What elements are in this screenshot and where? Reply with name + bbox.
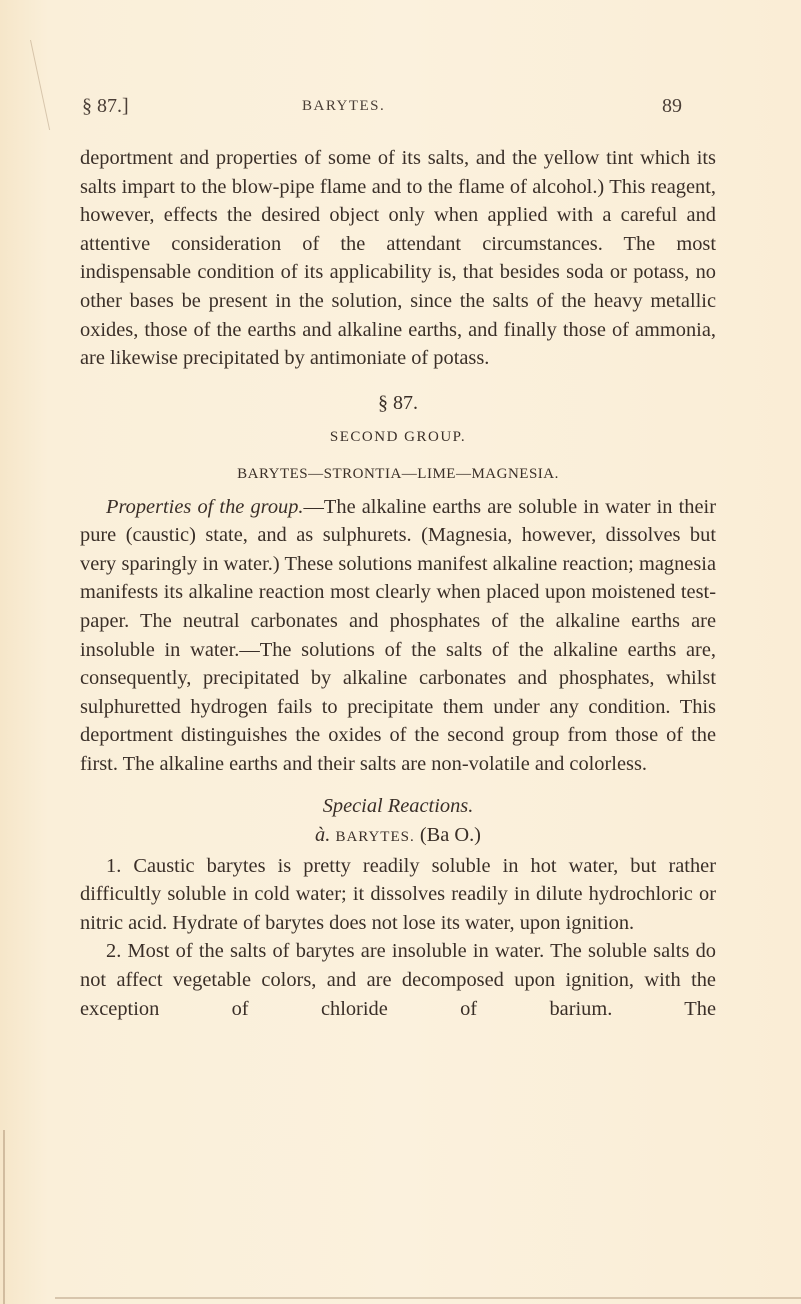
subheading-formula: (Ba O.)	[419, 824, 481, 847]
group-members: BARYTES—STRONTIA—LIME—MAGNESIA.	[237, 465, 559, 482]
page-crease	[0, 40, 50, 130]
properties-text: —The alkaline earths are soluble in water in their pure (caustic) state, and as sulphurets. (Magnesia, however, dissolves but very sparingly in water.) These solutions manifest alkaline reaction; magnesia manifests its alkaline reaction most clearly when placed upon moistened test-paper. The neutral carbonates and phosphates of the alkaline earths are insoluble in water.—The solutions of the salts of the alkaline earths are, consequently, precipitated by alkaline carbonates and phosphates, whilst sulphuretted hydrogen fails to precipitate them under any condition. This deportment distinguishes the oxides of the second group from those of the first. The alkaline earths and their salts are non-volatile and colorless.	[80, 495, 716, 775]
reaction-item-1: 1. Caustic barytes is pretty readily soluble in hot water, but rather difficultly soluble in cold water; it dissolves readily in dilute hydrochloric or nitric acid. Hydrate of barytes does not lose its water, upon ignition.	[80, 854, 716, 934]
group-title: SECOND GROUP.	[329, 429, 467, 446]
header-running-title: BARYTES.	[302, 98, 386, 114]
header-section-ref: § 87.]	[82, 95, 129, 117]
page-edge-left	[3, 1130, 5, 1304]
properties-paragraph	[80, 493, 716, 779]
properties-lead: Properties of the group.	[106, 495, 304, 518]
barytes-subheading	[80, 821, 716, 852]
special-reactions-heading: Special Reactions.	[322, 795, 474, 818]
body-text	[80, 144, 716, 1023]
subheading-letter: à.	[315, 824, 331, 847]
running-header	[82, 95, 682, 125]
section-number: § 87.	[378, 391, 418, 414]
subheading-name: BARYTES.	[335, 829, 415, 846]
reaction-item-2: 2. Most of the salts of barytes are insoluble in water. The soluble salts do not affect vegetable colors, and are decomposed upon ignition, with the exception of chloride of barium. The	[80, 940, 716, 1020]
page-edge-bottom	[55, 1297, 801, 1299]
page-number: 89	[662, 95, 682, 117]
continuation-paragraph: deportment and properties of some of its salts, and the yellow tint which its salts impart to the blow-pipe flame and to the flame of alcohol.) This reagent, however, effects the desired object only when applied with a careful and attentive consideration of the attendant circumstances. The most indispensable condition of its applicability is, that besides soda or potass, no other bases be present in the solution, since the salts of the heavy metallic oxides, those of the earths and alkaline earths, and finally those of ammonia, are likewise precipitated by antimoniate of potass.	[80, 147, 716, 370]
